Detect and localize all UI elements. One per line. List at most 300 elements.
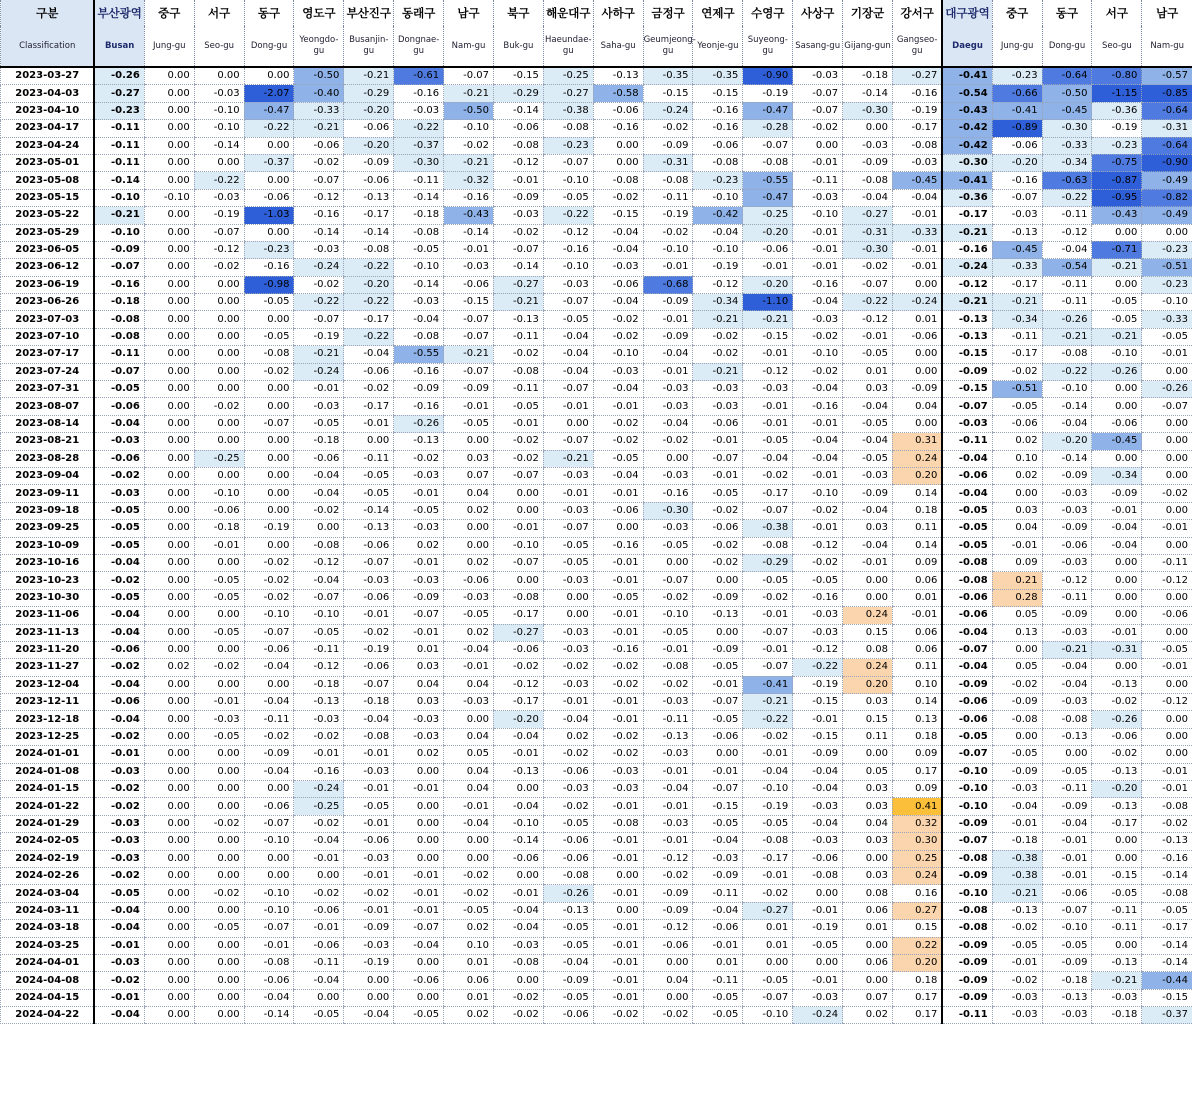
cell-value: -0.05 xyxy=(593,450,643,467)
cell-value: 0.00 xyxy=(543,589,593,606)
cell-value: -0.09 xyxy=(643,885,693,902)
row-date: 2023-04-10 xyxy=(1,102,95,119)
cell-value: -0.01 xyxy=(743,641,793,658)
cell-value: -0.08 xyxy=(244,954,294,971)
cell-value: 0.14 xyxy=(892,485,942,502)
cell-value: -0.04 xyxy=(643,346,693,363)
cell-value: -0.01 xyxy=(843,328,893,345)
cell-value: -0.05 xyxy=(1042,763,1092,780)
cell-value: -0.23 xyxy=(1092,137,1142,154)
cell-value: -0.04 xyxy=(843,433,893,450)
cell-value: -0.38 xyxy=(992,850,1042,867)
cell-value: -0.05 xyxy=(244,294,294,311)
cell-value: -0.33 xyxy=(1142,311,1192,328)
cell-value: -0.02 xyxy=(693,537,743,554)
cell-value: 0.00 xyxy=(244,398,294,415)
cell-value: 0.00 xyxy=(194,641,244,658)
cell-value: -0.05 xyxy=(194,920,244,937)
cell-value: -0.17 xyxy=(992,346,1042,363)
cell-value: -0.01 xyxy=(643,311,693,328)
cell-value: -0.18 xyxy=(344,694,394,711)
cell-value: -0.03 xyxy=(793,607,843,624)
cell-value: -0.10 xyxy=(942,885,992,902)
cell-value: -0.02 xyxy=(94,798,144,815)
cell-value: 0.00 xyxy=(394,954,444,971)
cell-value: -0.06 xyxy=(344,589,394,606)
cell-value: 0.00 xyxy=(493,972,543,989)
cell-value: 0.30 xyxy=(892,833,942,850)
cell-value: -0.11 xyxy=(493,381,543,398)
cell-value: -0.06 xyxy=(693,728,743,745)
cell-value: 0.00 xyxy=(194,850,244,867)
cell-value: -0.03 xyxy=(394,520,444,537)
cell-value: -0.01 xyxy=(743,398,793,415)
cell-value: 0.00 xyxy=(144,207,194,224)
cell-value: 0.00 xyxy=(144,641,194,658)
header-en-9: Buk-gu xyxy=(493,26,543,67)
row-date: 2023-12-04 xyxy=(1,676,95,693)
cell-value: -0.02 xyxy=(543,746,593,763)
cell-value: -0.16 xyxy=(942,241,992,258)
cell-value: -0.04 xyxy=(843,398,893,415)
cell-value: -0.18 xyxy=(94,294,144,311)
cell-value: -0.16 xyxy=(643,485,693,502)
cell-value: -0.08 xyxy=(643,172,693,189)
header-en-12: Geumjeong-gu xyxy=(643,26,693,67)
cell-value: -0.02 xyxy=(294,885,344,902)
cell-value: -0.04 xyxy=(593,381,643,398)
cell-value: -0.50 xyxy=(294,67,344,85)
cell-value: -0.07 xyxy=(244,815,294,832)
cell-value: -0.02 xyxy=(493,224,543,241)
cell-value: -0.05 xyxy=(94,502,144,519)
cell-value: 0.00 xyxy=(144,520,194,537)
cell-value: 0.00 xyxy=(194,989,244,1006)
cell-value: -0.10 xyxy=(1042,381,1092,398)
cell-value: -0.01 xyxy=(1142,659,1192,676)
cell-value: 0.00 xyxy=(643,554,693,571)
cell-value: -0.09 xyxy=(1092,485,1142,502)
cell-value: 0.00 xyxy=(1042,746,1092,763)
cell-value: -0.11 xyxy=(1092,920,1142,937)
cell-value: 0.02 xyxy=(444,1007,494,1024)
cell-value: -0.22 xyxy=(1042,363,1092,380)
cell-value: -0.01 xyxy=(693,763,743,780)
header-kr-5: 영도구 xyxy=(294,0,344,26)
row-date: 2023-05-08 xyxy=(1,172,95,189)
cell-value: -0.03 xyxy=(992,1007,1042,1024)
cell-value: -0.05 xyxy=(942,520,992,537)
cell-value: 0.00 xyxy=(144,572,194,589)
cell-value: 0.00 xyxy=(144,763,194,780)
cell-value: 0.00 xyxy=(1092,450,1142,467)
cell-value: -0.06 xyxy=(892,328,942,345)
row-date: 2023-07-24 xyxy=(1,363,95,380)
cell-value: -0.31 xyxy=(1142,120,1192,137)
cell-value: -0.01 xyxy=(593,850,643,867)
cell-value: 0.00 xyxy=(244,537,294,554)
cell-value: -0.05 xyxy=(942,502,992,519)
cell-value: -0.05 xyxy=(1092,311,1142,328)
cell-value: -0.01 xyxy=(793,259,843,276)
table-row xyxy=(1,241,1193,258)
cell-value: -0.06 xyxy=(992,415,1042,432)
cell-value: -0.01 xyxy=(1042,867,1092,884)
cell-value: 0.27 xyxy=(892,902,942,919)
row-date: 2023-11-06 xyxy=(1,607,95,624)
cell-value: 0.00 xyxy=(194,607,244,624)
cell-value: -0.02 xyxy=(444,867,494,884)
cell-value: -0.03 xyxy=(543,781,593,798)
cell-value: -0.08 xyxy=(992,711,1042,728)
cell-value: -0.04 xyxy=(793,294,843,311)
cell-value: -0.05 xyxy=(543,537,593,554)
cell-value: -0.09 xyxy=(693,867,743,884)
cell-value: -0.01 xyxy=(493,172,543,189)
table-row xyxy=(1,485,1193,502)
cell-value: 0.00 xyxy=(144,694,194,711)
header-kr-11: 사하구 xyxy=(593,0,643,26)
table-row xyxy=(1,815,1193,832)
cell-value: -0.11 xyxy=(1142,554,1192,571)
cell-value: -0.24 xyxy=(643,102,693,119)
cell-value: 0.00 xyxy=(144,485,194,502)
cell-value: -0.03 xyxy=(1042,694,1092,711)
cell-value: -0.09 xyxy=(892,381,942,398)
cell-value: -0.04 xyxy=(843,502,893,519)
row-date: 2023-08-14 xyxy=(1,415,95,432)
cell-value: -0.10 xyxy=(194,120,244,137)
cell-value: -0.16 xyxy=(593,120,643,137)
cell-value: 0.02 xyxy=(992,433,1042,450)
cell-value: 0.04 xyxy=(843,815,893,832)
cell-value: -0.08 xyxy=(643,659,693,676)
cell-value: -0.01 xyxy=(493,746,543,763)
cell-value: -0.21 xyxy=(1042,328,1092,345)
header-en-18: Daegu xyxy=(942,26,992,67)
cell-value: -0.04 xyxy=(1042,241,1092,258)
cell-value: -0.04 xyxy=(493,902,543,919)
cell-value: -0.04 xyxy=(793,763,843,780)
cell-value: -0.05 xyxy=(543,920,593,937)
cell-value: -0.02 xyxy=(94,659,144,676)
cell-value: 0.00 xyxy=(144,450,194,467)
cell-value: -0.06 xyxy=(693,415,743,432)
cell-value: -0.03 xyxy=(843,467,893,484)
cell-value: -0.54 xyxy=(1042,259,1092,276)
cell-value: -0.06 xyxy=(344,120,394,137)
cell-value: 0.00 xyxy=(1142,728,1192,745)
cell-value: -0.06 xyxy=(94,641,144,658)
cell-value: 0.00 xyxy=(892,276,942,293)
row-date: 2023-12-11 xyxy=(1,694,95,711)
cell-value: -0.01 xyxy=(344,902,394,919)
cell-value: -0.06 xyxy=(394,972,444,989)
cell-value: 0.00 xyxy=(144,867,194,884)
cell-value: -0.02 xyxy=(543,798,593,815)
cell-value: -0.64 xyxy=(1142,137,1192,154)
cell-value: -0.02 xyxy=(444,885,494,902)
cell-value: -0.45 xyxy=(892,172,942,189)
header-kr-6: 부산진구 xyxy=(344,0,394,26)
cell-value: -0.05 xyxy=(294,1007,344,1024)
cell-value: -0.08 xyxy=(1042,711,1092,728)
header-kr-8: 남구 xyxy=(444,0,494,26)
table-row xyxy=(1,450,1193,467)
table-row xyxy=(1,207,1193,224)
cell-value: 0.00 xyxy=(394,798,444,815)
cell-value: -0.04 xyxy=(294,972,344,989)
cell-value: -0.02 xyxy=(344,624,394,641)
cell-value: -0.10 xyxy=(1042,920,1092,937)
cell-value: 0.11 xyxy=(892,659,942,676)
row-date: 2023-06-26 xyxy=(1,294,95,311)
cell-value: -0.10 xyxy=(294,607,344,624)
cell-value: -0.21 xyxy=(693,363,743,380)
cell-value: -0.02 xyxy=(793,120,843,137)
cell-value: 0.00 xyxy=(1142,450,1192,467)
cell-value: -0.13 xyxy=(344,189,394,206)
cell-value: -0.05 xyxy=(1142,328,1192,345)
cell-value: -0.34 xyxy=(1092,467,1142,484)
cell-value: -0.01 xyxy=(643,798,693,815)
cell-value: 0.00 xyxy=(843,572,893,589)
cell-value: -0.09 xyxy=(394,381,444,398)
cell-value: -0.06 xyxy=(743,241,793,258)
cell-value: -0.03 xyxy=(94,485,144,502)
cell-value: -0.27 xyxy=(843,207,893,224)
cell-value: -0.04 xyxy=(394,311,444,328)
cell-value: -0.33 xyxy=(1042,137,1092,154)
cell-value: -0.24 xyxy=(793,1007,843,1024)
table-row xyxy=(1,589,1193,606)
cell-value: -0.21 xyxy=(444,346,494,363)
cell-value: -0.01 xyxy=(194,694,244,711)
cell-value: 0.03 xyxy=(992,502,1042,519)
cell-value: -0.10 xyxy=(643,607,693,624)
cell-value: -0.09 xyxy=(94,241,144,258)
header-en-8: Nam-gu xyxy=(444,26,494,67)
cell-value: -0.12 xyxy=(294,554,344,571)
cell-value: -0.22 xyxy=(344,328,394,345)
cell-value: -0.04 xyxy=(793,381,843,398)
cell-value: -0.02 xyxy=(244,728,294,745)
cell-value: -0.10 xyxy=(643,241,693,258)
cell-value: -0.03 xyxy=(394,102,444,119)
cell-value: -0.08 xyxy=(942,920,992,937)
cell-value: -0.07 xyxy=(942,641,992,658)
cell-value: -0.01 xyxy=(643,763,693,780)
row-date: 2024-04-08 xyxy=(1,972,95,989)
cell-value: 0.00 xyxy=(144,294,194,311)
header-en-17: Gangseo-gu xyxy=(892,26,942,67)
cell-value: -0.05 xyxy=(743,433,793,450)
cell-value: -0.05 xyxy=(194,624,244,641)
cell-value: -0.24 xyxy=(942,259,992,276)
cell-value: 0.02 xyxy=(394,746,444,763)
table-body xyxy=(1,67,1193,1024)
cell-value: -0.02 xyxy=(194,259,244,276)
cell-value: -0.11 xyxy=(94,346,144,363)
cell-value: -0.02 xyxy=(693,502,743,519)
cell-value: -0.03 xyxy=(992,781,1042,798)
cell-value: -0.03 xyxy=(543,641,593,658)
cell-value: -0.03 xyxy=(543,572,593,589)
cell-value: -0.12 xyxy=(743,363,793,380)
row-date: 2023-06-12 xyxy=(1,259,95,276)
cell-value: 0.00 xyxy=(1142,624,1192,641)
cell-value: -0.08 xyxy=(493,137,543,154)
cell-value: -0.07 xyxy=(493,467,543,484)
cell-value: -0.06 xyxy=(643,937,693,954)
cell-value: -0.71 xyxy=(1092,241,1142,258)
cell-value: -0.10 xyxy=(942,763,992,780)
cell-value: -0.02 xyxy=(244,363,294,380)
cell-value: 0.00 xyxy=(144,85,194,102)
table-row xyxy=(1,676,1193,693)
header-en-6: Busanjin-gu xyxy=(344,26,394,67)
header-en-1: Busan xyxy=(94,26,144,67)
cell-value: -0.87 xyxy=(1092,172,1142,189)
cell-value: 0.00 xyxy=(793,137,843,154)
cell-value: -0.17 xyxy=(493,694,543,711)
cell-value: -0.18 xyxy=(194,520,244,537)
cell-value: -0.02 xyxy=(593,433,643,450)
cell-value: -0.03 xyxy=(643,381,693,398)
cell-value: -0.06 xyxy=(294,902,344,919)
table-row xyxy=(1,415,1193,432)
cell-value: -0.10 xyxy=(1092,346,1142,363)
cell-value: 0.14 xyxy=(892,694,942,711)
cell-value: -0.41 xyxy=(743,676,793,693)
cell-value: -0.04 xyxy=(1042,659,1092,676)
cell-value: -0.01 xyxy=(793,415,843,432)
cell-value: -0.03 xyxy=(1092,989,1142,1006)
cell-value: 0.00 xyxy=(444,537,494,554)
cell-value: -0.09 xyxy=(344,154,394,171)
cell-value: -0.01 xyxy=(892,241,942,258)
cell-value: -0.14 xyxy=(344,502,394,519)
cell-value: -0.47 xyxy=(743,189,793,206)
cell-value: -0.16 xyxy=(543,241,593,258)
cell-value: -0.22 xyxy=(344,259,394,276)
cell-value: 0.28 xyxy=(992,589,1042,606)
header-en-22: Nam-gu xyxy=(1142,26,1192,67)
cell-value: -0.11 xyxy=(992,328,1042,345)
header-kr-19: 중구 xyxy=(992,0,1042,26)
cell-value: -0.68 xyxy=(643,276,693,293)
row-date: 2024-01-08 xyxy=(1,763,95,780)
cell-value: -0.09 xyxy=(942,989,992,1006)
cell-value: 0.00 xyxy=(144,937,194,954)
cell-value: 0.02 xyxy=(843,1007,893,1024)
cell-value: 0.00 xyxy=(344,989,394,1006)
cell-value: 0.10 xyxy=(892,676,942,693)
cell-value: -0.03 xyxy=(444,589,494,606)
table-row xyxy=(1,850,1193,867)
cell-value: -0.45 xyxy=(992,241,1042,258)
cell-value: -0.11 xyxy=(1092,902,1142,919)
cell-value: -0.09 xyxy=(444,381,494,398)
cell-value: -0.05 xyxy=(1092,885,1142,902)
cell-value: -0.07 xyxy=(793,85,843,102)
cell-value: -0.05 xyxy=(543,189,593,206)
cell-value: 0.00 xyxy=(194,328,244,345)
cell-value: -0.25 xyxy=(294,798,344,815)
cell-value: -0.23 xyxy=(1142,241,1192,258)
cell-value: 0.06 xyxy=(892,641,942,658)
header-kr-20: 동구 xyxy=(1042,0,1092,26)
table-row xyxy=(1,937,1193,954)
cell-value: -0.04 xyxy=(693,833,743,850)
cell-value: 0.00 xyxy=(144,920,194,937)
cell-value: -0.16 xyxy=(992,172,1042,189)
cell-value: -0.05 xyxy=(693,711,743,728)
cell-value: -0.21 xyxy=(294,346,344,363)
cell-value: -0.20 xyxy=(743,276,793,293)
cell-value: 0.00 xyxy=(244,433,294,450)
cell-value: -0.10 xyxy=(244,902,294,919)
cell-value: -0.22 xyxy=(394,120,444,137)
cell-value: -0.01 xyxy=(593,954,643,971)
cell-value: -0.50 xyxy=(1042,85,1092,102)
cell-value: -0.01 xyxy=(1092,502,1142,519)
cell-value: -0.15 xyxy=(793,694,843,711)
cell-value: -0.01 xyxy=(892,607,942,624)
cell-value: -0.05 xyxy=(344,467,394,484)
table-row xyxy=(1,328,1193,345)
cell-value: -0.16 xyxy=(892,85,942,102)
header-row-korean xyxy=(1,0,1193,26)
cell-value: -0.02 xyxy=(394,450,444,467)
cell-value: -0.03 xyxy=(344,572,394,589)
cell-value: -0.55 xyxy=(743,172,793,189)
row-date: 2023-10-23 xyxy=(1,572,95,589)
cell-value: 0.00 xyxy=(244,224,294,241)
cell-value: -0.22 xyxy=(194,172,244,189)
cell-value: -0.66 xyxy=(992,85,1042,102)
cell-value: -0.10 xyxy=(444,120,494,137)
cell-value: -0.05 xyxy=(1142,902,1192,919)
cell-value: -0.03 xyxy=(793,311,843,328)
cell-value: -0.01 xyxy=(843,554,893,571)
cell-value: 0.00 xyxy=(194,676,244,693)
cell-value: 0.00 xyxy=(1142,589,1192,606)
cell-value: -0.10 xyxy=(543,172,593,189)
cell-value: -0.01 xyxy=(394,902,444,919)
cell-value: -0.05 xyxy=(593,589,643,606)
header-en-14: Suyeong-gu xyxy=(743,26,793,67)
cell-value: -0.06 xyxy=(493,120,543,137)
row-date: 2023-10-16 xyxy=(1,554,95,571)
cell-value: 0.00 xyxy=(843,120,893,137)
cell-value: -0.05 xyxy=(992,937,1042,954)
cell-value: -0.23 xyxy=(693,172,743,189)
cell-value: 0.02 xyxy=(543,728,593,745)
cell-value: 0.00 xyxy=(144,346,194,363)
cell-value: -0.19 xyxy=(743,798,793,815)
cell-value: -0.29 xyxy=(344,85,394,102)
cell-value: 0.00 xyxy=(493,781,543,798)
cell-value: -0.23 xyxy=(94,102,144,119)
cell-value: 0.00 xyxy=(593,154,643,171)
cell-value: -0.12 xyxy=(543,224,593,241)
table-row xyxy=(1,85,1193,102)
cell-value: 0.15 xyxy=(892,920,942,937)
cell-value: -0.02 xyxy=(992,363,1042,380)
cell-value: 0.00 xyxy=(244,676,294,693)
cell-value: -0.07 xyxy=(543,154,593,171)
